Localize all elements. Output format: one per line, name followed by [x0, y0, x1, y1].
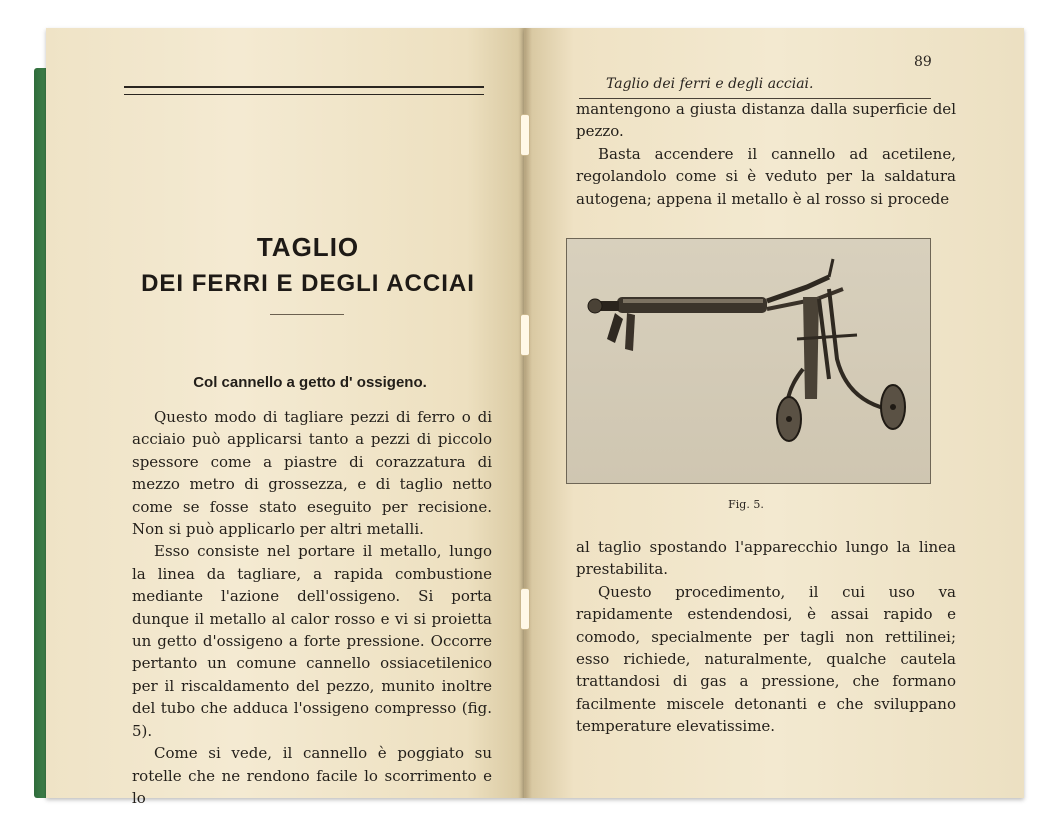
wheel-arm	[829, 289, 887, 409]
paragraph: mantengono a giusta distanza dalla superficie del pezzo.	[576, 100, 956, 141]
paragraph: Esso consiste nel portare il metallo, lungo la linea da tagliare, a rapida combustione mediante l'azione dell'ossigeno. Si porta dunque il metallo al calor rosso e vi si proietta un getto d'ossigeno a forte pressione. Occorre pertanto un comune cannello ossiacetilenico per il riscaldamento del pezzo, munito inoltre del tubo che adduca l'ossigeno compresso (fig. 5).	[132, 542, 492, 740]
binding-stitch	[520, 314, 530, 356]
right-top-text	[576, 98, 956, 210]
paragraph: Basta accendere il cannello ad acetilene, regolandolo come si è veduto per la saldatura autogena; appena il metallo è al rosso si procede	[576, 144, 956, 208]
open-book	[34, 28, 1024, 807]
torch-tip	[588, 299, 602, 313]
frame-leg	[803, 297, 819, 399]
chapter-title-line1: TAGLIO	[256, 232, 360, 262]
right-bottom-text	[576, 536, 956, 738]
top-double-rule	[124, 86, 484, 95]
tube-end	[829, 259, 833, 277]
running-head: Taglio dei ferri e degli acciai.	[606, 76, 814, 92]
binding-stitch	[520, 114, 530, 156]
paragraph: Questo procedimento, il cui uso va rapidamente estendendosi, è assai rapido e comodo, specialmente per tagli non rettilinei; esso richiede, naturalmente, qualche cautela trattandosi di gas a pressione, che formano facilmente miscele detonanti e che sviluppano temperature elevatissime.	[576, 582, 956, 736]
figure-caption: Fig. 5.	[728, 498, 764, 511]
paragraph: Questo modo di tagliare pezzi di ferro o di acciaio può applicarsi tanto a pezzi di piccolo spessore come a piastre di corazzatura di mezzo metro di grossezza, e di taglio netto come se fosse stato eseguito per recisione. Non si può applicarlo per altri metalli.	[132, 408, 492, 539]
page-number: 89	[914, 54, 932, 70]
left-page	[46, 28, 524, 807]
left-body-text	[132, 406, 492, 809]
paragraph: Come si vede, il cannello è poggiato su rotelle che ne rendono facile lo scorrimento e lo	[132, 744, 492, 807]
binding-stitch	[520, 588, 530, 630]
title-separator	[270, 314, 344, 315]
valve-handle	[625, 313, 635, 351]
valve-handle	[607, 313, 623, 343]
figure-cutting-torch	[566, 238, 931, 484]
paragraph: al taglio spostando l'apparecchio lungo la linea prestabilita.	[576, 538, 956, 579]
torch-highlight	[623, 299, 763, 303]
frame-strut	[819, 299, 829, 379]
section-subtitle: Col cannello a getto d' ossigeno.	[193, 374, 427, 391]
chapter-title-line2: DEI FERRI E DEGLI ACCIAI	[141, 270, 475, 297]
cutting-torch-illustration	[567, 239, 930, 483]
